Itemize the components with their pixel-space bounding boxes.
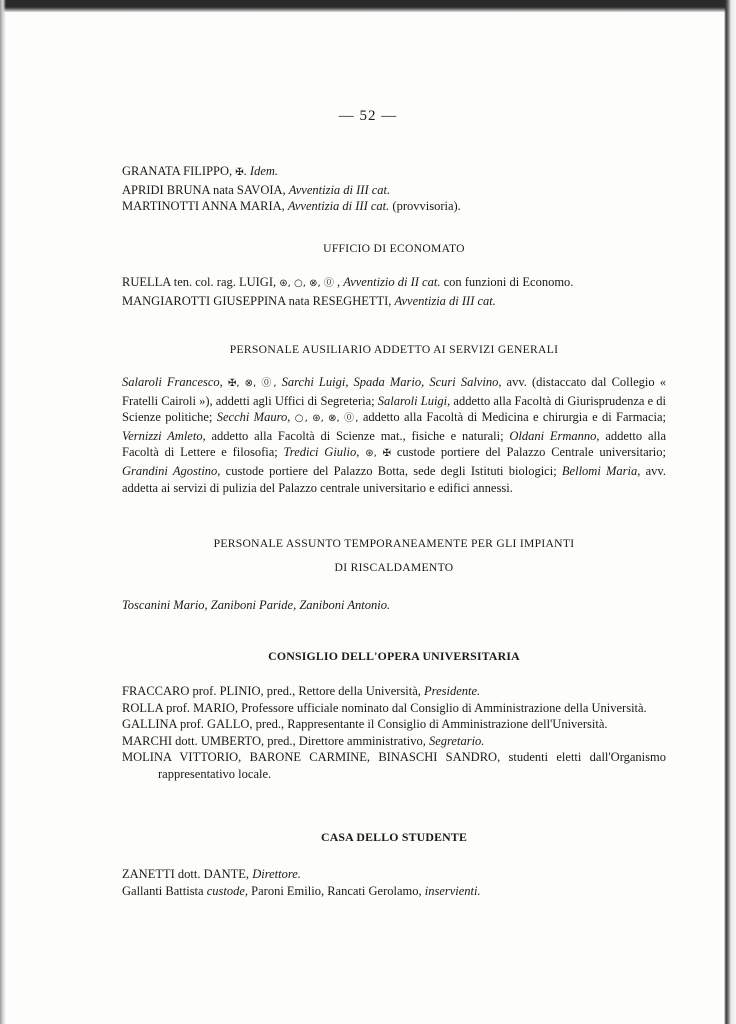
- text: avv. (distaccato dal Collegio « Fratelli Cairoli »), addetti agli Uffici di Segreteria;: [122, 375, 666, 408]
- text: .: [243, 164, 250, 178]
- casa-line-inservienti: [122, 883, 666, 900]
- text: custode portiere del Palazzo Botta, sede degli Istituti biologici;: [220, 463, 562, 478]
- economato-section: [122, 274, 666, 309]
- consiglio-entry-molina: MOLINA VITTORIO, BARONE CARMINE, BINASCHI SANDRO, studenti eletti dall'Organismo rappresentativo locale.: [122, 750, 666, 781]
- text: custode portiere del Palazzo Centrale universitario;: [396, 445, 666, 460]
- consiglio-entry-gallina: GALLINA prof. GALLO, pred., Rappresentante il Consiglio di Amministrazione dell'Università.: [122, 717, 608, 732]
- text: addetto alla Facoltà di Giurisprudenza e di Scienze politiche;: [122, 393, 666, 425]
- heading-economato: UFFICIO DI ECONOMATO: [323, 242, 465, 255]
- text-italic: Presidente.: [424, 684, 481, 698]
- text: ZANETTI dott. DANTE,: [122, 867, 253, 881]
- text: MARCHI dott. UMBERTO, pred., Direttore amministrativo,: [122, 733, 429, 748]
- text-italic: Secchi Mauro,: [216, 410, 291, 425]
- consiglio-entry-fraccaro: [122, 683, 666, 700]
- text: APRIDI BRUNA nata SAVOIA,: [122, 182, 289, 197]
- text-italic: Direttore.: [252, 867, 301, 881]
- heading-ausiliario: PERSONALE AUSILIARIO ADDETTO AI SERVIZI GENERALI: [229, 343, 559, 356]
- text: Paroni Emilio, Rancati Gerolamo,: [248, 883, 425, 898]
- intro-section: [122, 163, 666, 215]
- economato-line-mangiarotti: [122, 293, 666, 310]
- text: addetto alla Facoltà di Medicina e chirurgia e di Farmacia;: [362, 410, 667, 425]
- text-italic: Salaroli Francesco,: [122, 375, 223, 389]
- text-italic: Oldani Ermanno,: [509, 428, 600, 443]
- decoration-symbols-icon: ✠, ⊗, ⓪,: [222, 378, 282, 389]
- text: (provvisoria).: [389, 199, 461, 214]
- intro-line-apridi: [122, 182, 666, 199]
- text: Gallanti Battista: [122, 883, 207, 898]
- text: avv. addetta ai servizi di pulizia del Palazzo centrale universitario e edifici annessi.: [122, 463, 666, 495]
- text: MARTINOTTI ANNA MARIA,: [122, 199, 288, 214]
- text-italic: Idem.: [249, 164, 279, 178]
- heading-casa: CASA DELLO STUDENTE: [320, 830, 468, 844]
- text-italic: Sarchi Luigi, Spada Mario, Scuri Salvino,: [281, 375, 502, 389]
- intro-line-martinotti: [122, 198, 666, 215]
- consiglio-entry-marchi: [122, 733, 666, 750]
- heading-riscaldamento-1: PERSONALE ASSUNTO TEMPORANEAMENTE PER GLI IMPIANTI: [213, 537, 575, 550]
- riscaldamento-section: [122, 597, 666, 614]
- cross-symbol-icon: ✠: [235, 167, 244, 178]
- heading-riscaldamento-2: DI RISCALDAMENTO: [334, 561, 454, 574]
- text-italic: Tredici Giulio,: [283, 445, 360, 460]
- casa-section: [122, 866, 666, 899]
- text: MANGIAROTTI GIUSEPPINA nata RESEGHETTI,: [122, 293, 395, 308]
- text: FRACCARO prof. PLINIO, pred., Rettore della Università,: [122, 684, 425, 698]
- decoration-symbols-icon: ⊛, ✠: [359, 448, 397, 460]
- text-italic: Vernizzi Amleto,: [122, 428, 206, 443]
- text: GRANATA FILIPPO,: [122, 164, 236, 178]
- heading-consiglio: CONSIGLIO DELL'OPERA UNIVERSITARIA: [268, 649, 520, 663]
- text-italic: Segretario.: [428, 733, 485, 748]
- text-italic: Avventizia di III cat.: [288, 182, 391, 197]
- text: RUELLA ten. col. rag. LUIGI,: [122, 275, 280, 289]
- decoration-symbols-icon: ○, ⊛, ⊗, ⓪,: [290, 413, 363, 425]
- riscaldamento-names: Toscanini Mario, Zaniboni Paride, Zaniboni Antonio.: [122, 598, 391, 612]
- text-italic: Grandini Agostino,: [122, 463, 221, 478]
- text: addetto alla Facoltà di Lettere e filosofia;: [122, 428, 666, 460]
- text-italic: Avventizia di III cat.: [287, 199, 390, 214]
- text-italic: Salaroli Luigi,: [377, 393, 451, 408]
- consiglio-entry-rolla: ROLLA prof. MARIO, Professore ufficiale nominato dal Consiglio di Amministrazione della Università.: [122, 700, 647, 715]
- text: addetto alla Facoltà di Scienze mat., fisiche e naturali;: [205, 428, 510, 443]
- text: ,: [337, 275, 344, 289]
- text-italic: Avventizio di II cat.: [343, 275, 441, 289]
- consiglio-section: [122, 683, 666, 783]
- intro-line-granata: [122, 163, 666, 182]
- text-italic: Bellomi Maria,: [561, 463, 641, 478]
- text-italic: custode,: [206, 883, 249, 898]
- scan-right-edge: [724, 0, 736, 1024]
- text: con funzioni di Economo.: [440, 275, 574, 289]
- ausiliario-paragraph: [122, 374, 666, 496]
- page-number: — 52 —: [338, 108, 398, 124]
- casa-line-zanetti: [122, 866, 666, 883]
- decoration-symbols-icon: ⊛, ○, ⊗, ⓪: [279, 278, 337, 289]
- scan-top-edge: [0, 0, 736, 12]
- economato-line-ruella: [122, 274, 666, 293]
- scan-left-edge: [0, 0, 6, 1024]
- text-italic: inservienti.: [424, 883, 481, 898]
- text-italic: Avventizia di III cat.: [394, 293, 496, 308]
